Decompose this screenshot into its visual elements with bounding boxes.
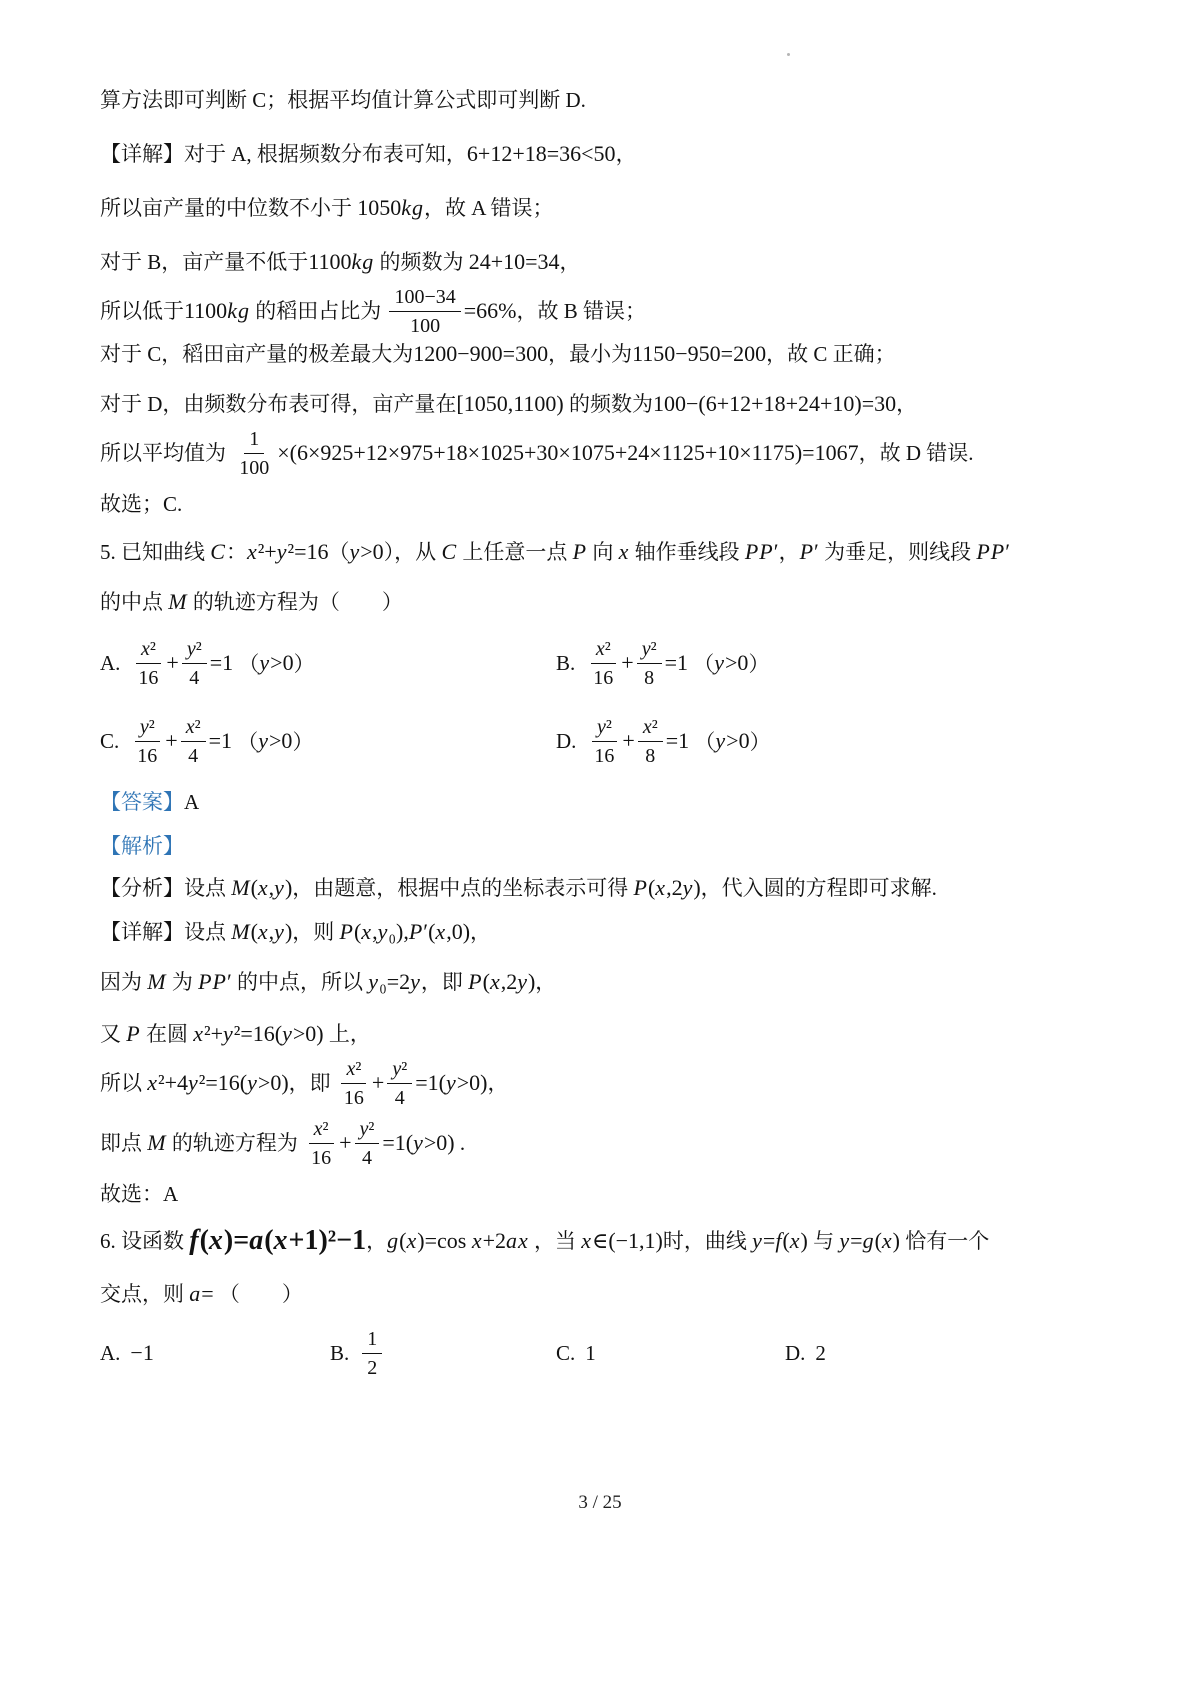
math-segment: a= [189, 1281, 214, 1306]
math-segment: PP′ [744, 539, 779, 564]
question6-stem-line-2 [100, 1282, 1100, 1306]
question5-analysis-label-line [100, 834, 1100, 858]
math-segment: 1050kg [357, 195, 424, 220]
text-segment: 【详解】对于 A, 根据频数分布表可知， [100, 142, 467, 166]
page-number: 3 / 25 [578, 1492, 622, 1513]
option-formula [586, 714, 770, 768]
text-segment: 轴作垂线段 [629, 540, 745, 564]
text-segment: ， [366, 1229, 388, 1253]
question5-detail-line-5 [100, 1116, 1100, 1170]
text-segment: 所以 [100, 1071, 148, 1095]
math-segment: f(x)=a(x+1)²−1 [189, 1225, 367, 1256]
text-segment: 上， [323, 1022, 371, 1046]
math-segment: 6+12+18=36<50 [466, 141, 616, 166]
math-segment: M [147, 1130, 166, 1155]
text-segment: ，当 [528, 1229, 582, 1253]
math-segment: =66% [463, 298, 517, 323]
text-segment: ， [487, 1071, 509, 1095]
option-6c [556, 1341, 785, 1366]
solution4-line-8 [100, 426, 1100, 480]
math-segment: =1(y>0) [415, 1070, 488, 1095]
text-segment: ，由题意，根据中点的坐标表示可得 [292, 876, 634, 900]
math-segment: =1 [665, 728, 690, 753]
text-segment: （ [689, 730, 716, 754]
option-5a [100, 636, 556, 690]
math-segment: y=f(x) [752, 1228, 808, 1253]
text-segment: 与 [807, 1229, 840, 1253]
option-formula [130, 636, 314, 690]
text-segment: 时，曲线 [662, 1229, 753, 1253]
fraction: $\frac{\text{x²}}{16}$ [588, 636, 618, 690]
math-segment: x [618, 539, 629, 564]
text-segment: 的稻田占比为 [249, 299, 387, 323]
text-segment: 算方法即可判断 C；根据平均值计算公式即可判断 D. [100, 88, 586, 112]
solution4-answer-line [100, 492, 1100, 516]
option-label: D. [785, 1340, 806, 1365]
text-segment: 对于 C，稻田亩产量的极差最大为 [100, 342, 414, 366]
math-segment: 1100kg [308, 249, 374, 274]
text-segment: 的中点 [100, 590, 169, 614]
text-segment: 6. 设函数 [100, 1229, 190, 1253]
question6-options-row [100, 1326, 1100, 1380]
math-segment: PP′ [976, 539, 1011, 564]
math-segment: =1(y>0) [382, 1130, 455, 1155]
math-segment: 100−(6+12+18+24+10)=30 [653, 391, 897, 416]
text-segment: 的中点，所以 [231, 970, 369, 994]
text-segment: （ [328, 540, 350, 564]
fraction: $\frac{\text{y²}}{4}$ [355, 1116, 380, 1170]
text-segment: ， [470, 920, 492, 944]
text-segment: ），从 [383, 540, 442, 564]
question5-analysis-line [100, 876, 1100, 900]
math-segment: y₀=2y [368, 969, 420, 994]
option-label: A. [100, 1340, 121, 1365]
text-segment: ， [559, 250, 581, 274]
text-segment: 5. 已知曲线 [100, 540, 211, 564]
math-segment: + [166, 650, 179, 675]
text-segment: 的频数为 [374, 250, 469, 274]
text-segment: 的频数为 [563, 392, 654, 416]
math-segment: P(x,2y) [633, 875, 701, 900]
question5-detail-line-1 [100, 920, 1100, 944]
text-segment: 对于 D，由频数分布表可得，亩产量在 [100, 392, 457, 416]
math-segment: x²+y²=16(y>0) [193, 1021, 324, 1046]
text-segment: 的轨迹方程为 [166, 1131, 304, 1155]
math-segment: P(x,2y) [468, 969, 536, 994]
text-segment: 故选；C. [100, 492, 183, 516]
option-label: B. [330, 1340, 350, 1365]
text-segment: ） [292, 730, 314, 754]
fraction: $\frac{\text{y²}}{16}$ [589, 714, 619, 768]
solution4-line-2 [100, 142, 1100, 166]
text-segment: ） [749, 730, 771, 754]
text-segment: ） [293, 652, 315, 676]
fraction: $\frac{\text{y²}}{4}$ [182, 636, 207, 690]
text-segment: ， [535, 970, 557, 994]
fraction: $\frac{100-34}{100}$ [389, 284, 460, 338]
text-segment: ： [225, 540, 247, 564]
option-6d [785, 1341, 826, 1366]
option-formula [129, 714, 313, 768]
math-segment: P [572, 539, 587, 564]
text-segment: （ [233, 652, 260, 676]
question5-detail-line-2 [100, 970, 1100, 994]
option-6a [100, 1340, 330, 1366]
math-segment: x∈(−1,1) [581, 1228, 663, 1253]
option-formula [585, 636, 769, 690]
math-segment: + [339, 1130, 352, 1155]
fraction: $\frac{\text{x²}}{16}$ [306, 1116, 336, 1170]
text-segment: （ [688, 652, 715, 676]
text-segment: ，故 B 错误； [516, 299, 646, 323]
text-segment: ， [896, 392, 918, 416]
option-5c [100, 714, 556, 768]
math-segment: x²+y²=16 [246, 539, 329, 564]
text-segment: . [454, 1131, 466, 1155]
question5-answer-line [100, 790, 1100, 814]
math-segment: y=g(x) [839, 1228, 900, 1253]
text-segment: ，即 [288, 1071, 336, 1095]
analysis-label: 【解析】 [100, 834, 184, 858]
question5-detail-line-3 [100, 1022, 1100, 1046]
math-segment: =1 [664, 650, 688, 675]
fraction: $\frac{\text{y²}}{8}$ [637, 636, 662, 690]
math-segment: M [147, 969, 166, 994]
text-segment: 为 [166, 970, 199, 994]
text-segment: 所以亩产量的中位数不小于 [100, 196, 358, 220]
math-segment: y>0 [259, 650, 294, 675]
text-segment: 2 [815, 1340, 826, 1365]
math-segment: 1200−900=300 [413, 341, 549, 366]
math-segment: ×(6×925+12×975+18×1025+30×1075+24×1125+10×1175)=1067 [277, 440, 859, 465]
option-label: B. [556, 650, 576, 675]
math-segment: 24+10=34 [468, 249, 560, 274]
stray-mark [787, 53, 790, 56]
solution4-line-3 [100, 196, 1100, 220]
math-segment: x²+4y²=16(y>0) [147, 1070, 289, 1095]
math-segment: y>0 [715, 728, 750, 753]
math-segment: y>0 [349, 539, 384, 564]
text-segment: 上任意一点 [457, 540, 573, 564]
option-5b [556, 636, 769, 690]
text-segment: 为垂足，则线段 [818, 540, 977, 564]
math-segment: 1150−950=200 [632, 341, 767, 366]
text-segment: 【详解】设点 [100, 920, 232, 944]
question5-stem-line-1 [100, 540, 1100, 564]
math-segment: P′ [799, 539, 819, 564]
math-segment: P [126, 1021, 140, 1046]
math-segment: + [165, 728, 178, 753]
math-segment: + [622, 728, 635, 753]
answer-label: 【答案】 [100, 790, 184, 814]
question5-detail-line-4 [100, 1056, 1100, 1110]
solution4-line-4 [100, 250, 1100, 274]
text-segment: 故选：A [100, 1182, 179, 1206]
text-segment: ，即 [420, 970, 469, 994]
fraction: $\frac{\text{y²}}{16}$ [132, 714, 162, 768]
text-segment: 所以低于 [100, 299, 184, 323]
fraction: $\frac{\text{x²}}{16}$ [133, 636, 163, 690]
text-segment: ，则 [292, 920, 340, 944]
solution4-line-1 [100, 88, 1100, 112]
text-segment: ， [615, 142, 637, 166]
option-value [130, 1340, 153, 1366]
option-label: C. [556, 1340, 576, 1365]
option-label: C. [100, 728, 120, 753]
math-segment: =1 [208, 728, 232, 753]
math-segment: y>0 [714, 650, 749, 675]
option-label: A. [100, 650, 121, 675]
math-segment: g(x)=cos x+2ax [387, 1228, 528, 1253]
text-segment: ， [778, 540, 800, 564]
fraction: $\frac{\text{x²}}{8}$ [638, 714, 663, 768]
fraction: $\frac{\text{y²}}{4}$ [387, 1056, 412, 1110]
question5-options-row-1 [100, 636, 1100, 690]
option-label: D. [556, 728, 577, 753]
solution4-line-7 [100, 392, 1100, 416]
math-segment: C [441, 539, 457, 564]
text-segment: 向 [587, 540, 619, 564]
text-segment: 恰有一个 [899, 1229, 990, 1253]
text-segment: ，最小为 [548, 342, 633, 366]
text-segment: （ [232, 730, 259, 754]
text-segment: ，故 A 错误； [424, 196, 554, 220]
solution4-line-6 [100, 342, 1100, 366]
option-6b [330, 1326, 556, 1380]
text-segment: 又 [100, 1022, 127, 1046]
question6-stem-line-1 [100, 1224, 1100, 1258]
fraction: $\frac{1}{2}$ [362, 1326, 382, 1380]
option-value [585, 1341, 596, 1366]
text-segment: ，故 C 正确； [766, 342, 896, 366]
math-segment: M(x,y) [231, 919, 293, 944]
math-segment: PP′ [198, 969, 232, 994]
math-segment: [1050,1100) [456, 391, 564, 416]
text-segment: ） [748, 652, 770, 676]
math-segment: y>0 [258, 728, 293, 753]
question5-options-row-2 [100, 714, 1100, 768]
solution4-line-5 [100, 284, 1100, 338]
answer-value: A [184, 790, 200, 814]
text-segment: ，代入圆的方程即可求解. [700, 876, 937, 900]
option-5d [556, 714, 771, 768]
math-segment: P(x,y₀),P′(x,0) [339, 919, 471, 944]
text-segment: 交点，则 [100, 1282, 190, 1306]
text-segment: 在圆 [140, 1022, 194, 1046]
text-segment: ，故 D 错误. [858, 441, 974, 465]
text-segment: 因为 [100, 970, 148, 994]
text-segment: 【分析】设点 [100, 876, 232, 900]
math-segment: C [210, 539, 225, 564]
question5-conclusion-line [100, 1182, 1100, 1206]
fraction: $\frac{\text{x²}}{4}$ [181, 714, 206, 768]
fraction: $\frac{\text{x²}}{16}$ [339, 1056, 369, 1110]
text-segment: （ ） [213, 1282, 303, 1306]
math-segment: + [371, 1070, 385, 1095]
option-value [815, 1341, 826, 1366]
text-segment: 1 [585, 1340, 596, 1365]
math-segment: M [168, 589, 187, 614]
text-segment: 即点 [100, 1131, 148, 1155]
math-segment: −1 [130, 1340, 154, 1365]
text-segment: 对于 B，亩产量不低于 [100, 250, 309, 274]
math-segment: + [621, 650, 634, 675]
fraction: $\frac{1}{100}$ [239, 428, 270, 479]
question5-stem-line-2 [100, 590, 1100, 614]
text-segment: 的轨迹方程为（ ） [187, 590, 403, 614]
option-value [359, 1326, 385, 1380]
text-segment: 所以平均值为 [100, 441, 232, 465]
math-segment: =1 [209, 650, 234, 675]
math-segment: 1100kg [184, 298, 249, 323]
math-segment: M(x,y) [231, 875, 293, 900]
